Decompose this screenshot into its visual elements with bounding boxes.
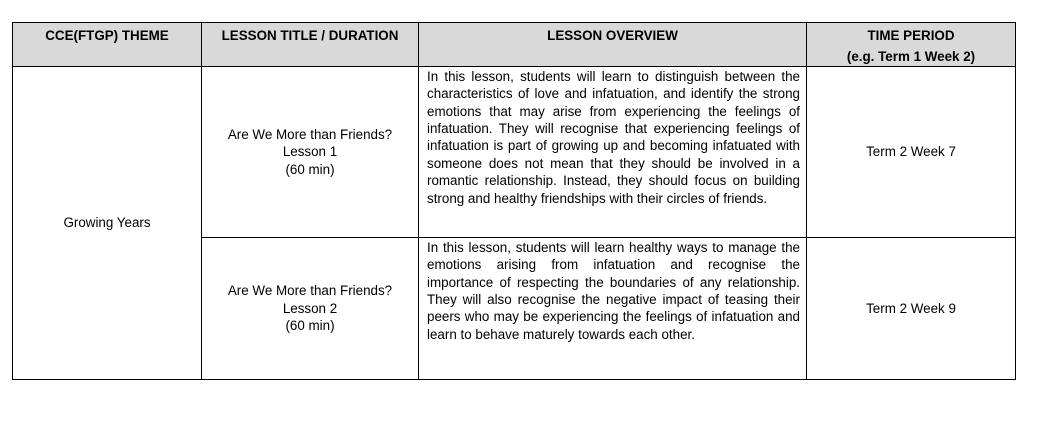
time-period-text: Term 2 Week 7 xyxy=(866,144,956,160)
lesson-duration: (60 min) xyxy=(285,318,335,334)
header-overview-label: LESSON OVERVIEW xyxy=(547,28,678,43)
lesson-overview-cell xyxy=(419,66,807,237)
time-period-cell xyxy=(807,237,1016,379)
theme-cell xyxy=(13,66,202,379)
time-period-text: Term 2 Week 9 xyxy=(866,300,956,316)
lesson-title: Are We More than Friends? xyxy=(227,126,393,142)
header-period-example: (e.g. Term 1 Week 2) xyxy=(846,49,976,65)
header-period-label: TIME PERIOD xyxy=(867,28,955,43)
lesson-title: Are We More than Friends? xyxy=(227,283,393,299)
table-row xyxy=(13,66,1016,237)
header-title xyxy=(202,23,419,67)
lesson-plan-table xyxy=(12,22,1016,380)
header-theme-label: CCE(FTGP) THEME xyxy=(45,28,169,43)
lesson-duration: (60 min) xyxy=(285,161,335,177)
header-theme xyxy=(13,23,202,67)
header-row xyxy=(13,23,1016,67)
lesson-number: Lesson 1 xyxy=(282,144,338,160)
lesson-overview-text: In this lesson, students will learn to distinguish between the characteristics of love and infatuation, and identify the strong emotions that may arise from experiencing the feelings of infatuation. They will recognise that experiencing feelings of infatuation is part of growing up and becoming infatuated with someone does not mean that they should be involved in a romantic relationship. Instead, they should focus on building strong and healthy friendships with their circles of friends. xyxy=(427,68,800,206)
time-period-cell xyxy=(807,66,1016,237)
lesson-number: Lesson 2 xyxy=(282,300,338,316)
header-overview xyxy=(419,23,807,67)
theme-label: Growing Years xyxy=(63,215,151,231)
lesson-overview-text: In this lesson, students will learn healthy ways to manage the emotions arising from infatuation and recognise the importance of respecting the boundaries of any relationship. They will also recognise the negative impact of teasing their peers who may be experiencing the feelings of infatuation and learn to behave maturely towards each other. xyxy=(427,239,800,342)
lesson-title-cell xyxy=(202,237,419,379)
lesson-title-cell xyxy=(202,66,419,237)
lesson-overview-cell xyxy=(419,237,807,379)
header-title-label: LESSON TITLE / DURATION xyxy=(221,28,399,43)
header-period xyxy=(807,23,1016,67)
